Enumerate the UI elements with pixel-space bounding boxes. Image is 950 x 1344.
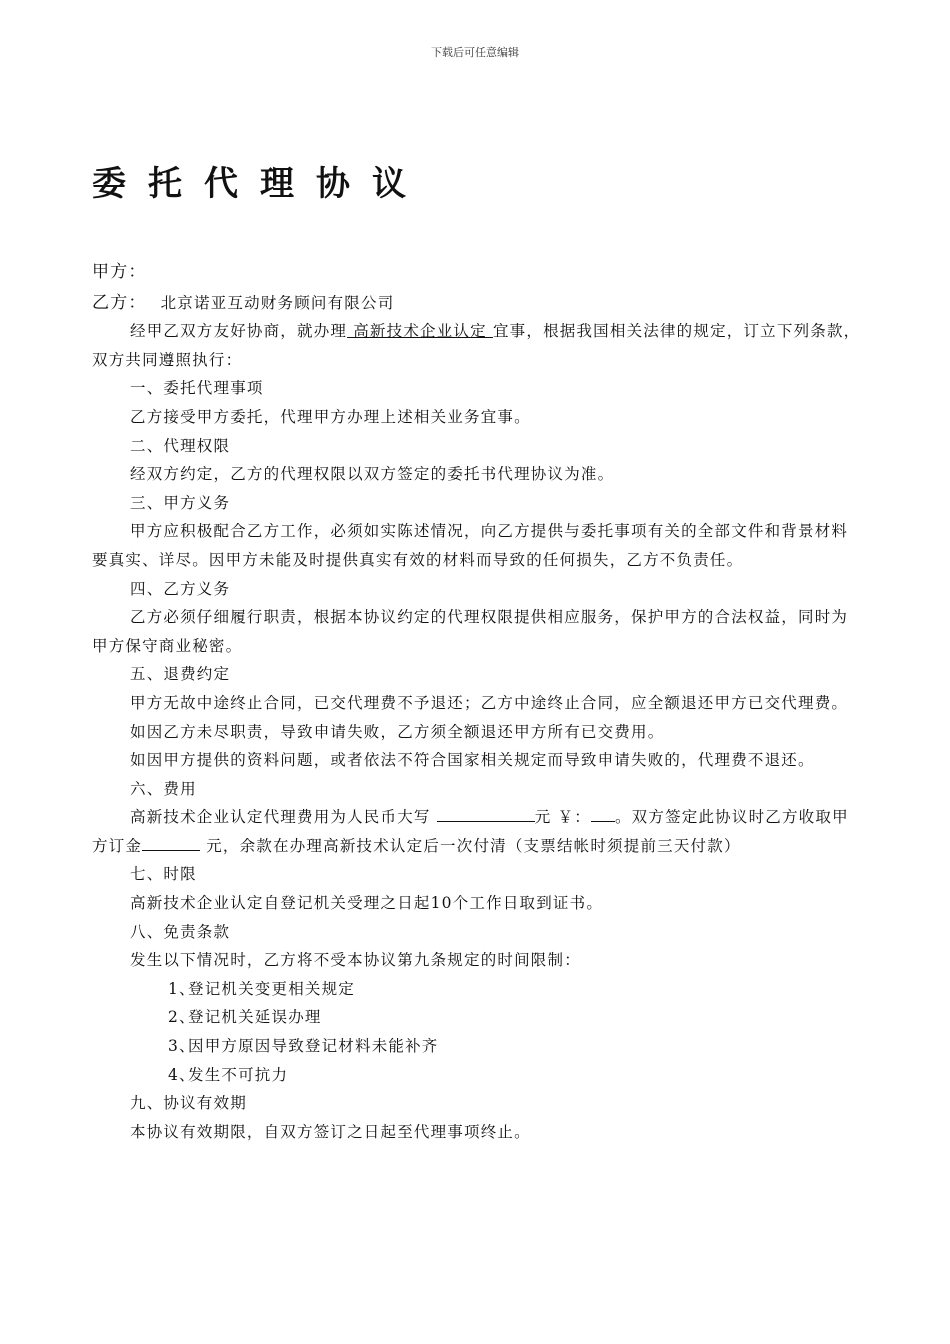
party-b-name: 北京诺亚互动财务顾问有限公司 [160,293,395,312]
list-item-number: 4、 [168,1065,196,1084]
section-3-title: 三、甲方义务 [130,493,231,512]
party-b-label: 乙方： [92,292,147,313]
section-9-title: 九、协议有效期 [130,1094,247,1113]
section-7-text: 高新技术企业认定自登记机关受理之日起10个工作日取到证书。 [130,894,604,913]
section-1-text: 乙方接受甲方委托，代理甲方办理上述相关业务宜事。 [130,407,531,426]
fee-text-1: 高新技术企业认定代理费用为人民币大写 [130,808,431,827]
section-9-text: 本协议有效期限，自双方签订之日起至代理事项终止。 [130,1122,531,1141]
list-item-number: 2、 [168,1008,196,1027]
section-3-text: 甲方应积极配合乙方工作，必须如实陈述情况，向乙方提供与委托事项有关的全部文件和背景材料要真实、详尽。因甲方未能及时提供真实有效的材料而导致的任何损失，乙方不负责任。 [92,522,849,569]
section-2-text: 经双方约定，乙方的代理权限以双方签定的委托书代理协议为准。 [130,465,615,484]
intro-underlined: 高新技术企业认定 [347,322,493,341]
section-5-title: 五、退费约定 [130,665,231,684]
party-b-line [92,289,862,318]
fee-number-blank [591,805,615,822]
fee-text-4: 元，余款在办理高新技术认定后一次付清（支票结帐时须提前三天付款） [200,836,741,855]
deposit-blank [142,834,200,851]
section-8-text: 发生以下情况时，乙方将不受本协议第九条规定的时间限制： [130,951,581,970]
fee-text-3: 。双方签定此协议时乙方收取甲方订金 [92,808,849,855]
intro-paragraph [92,317,862,374]
section-5-text-3: 如因甲方提供的资料问题，或者依法不符合国家相关规定而导致申请失败的，代理费不退还。 [130,751,815,770]
party-a-label: 甲方： [92,262,147,282]
section-2-title: 二、代理权限 [130,436,231,455]
intro-before: 经甲乙双方友好协商，就办理 [130,322,348,341]
list-item-text: 登记机关延误办理 [188,1008,322,1027]
page-header: 下载后可任意编辑 [431,46,519,59]
party-a-line [92,258,862,287]
fee-amount-blank [437,805,535,822]
section-8-title: 八、免责条款 [130,922,231,941]
list-item-text: 发生不可抗力 [188,1065,289,1084]
list-item-number: 3、 [168,1037,196,1056]
list-item [92,1032,862,1061]
list-item-text: 因甲方原因导致登记材料未能补齐 [188,1037,439,1056]
section-5-text-2: 如因乙方未尽职责，导致申请失败，乙方须全额退还甲方所有已交费用。 [130,722,665,741]
fee-text-2: 元 ￥： [534,808,591,827]
section-4-text: 乙方必须仔细履行职责，根据本协议约定的代理权限提供相应服务，保护甲方的合法权益，同时为甲方保守商业秘密。 [92,608,849,655]
list-item [92,1061,862,1090]
list-item-number: 1、 [168,979,196,998]
list-item [92,975,862,1004]
section-5-text-1: 甲方无故中途终止合同，已交代理费不予退还；乙方中途终止合同，应全额退还甲方已交代理费。 [130,693,849,712]
section-4-title: 四、乙方义务 [130,579,231,598]
document-body [92,258,862,1146]
list-item [92,1003,862,1032]
list-item-text: 登记机关变更相关规定 [188,979,356,998]
intro-after: 宜事，根据我国相关法律的规定，订立下列条款，双方共同遵照执行： [92,322,861,369]
document-title: 委托代理协议 [92,164,428,204]
section-1-title: 一、委托代理事项 [130,379,264,398]
section-6-title: 六、费用 [130,779,197,798]
section-6-text [92,803,862,860]
section-7-title: 七、时限 [130,865,197,884]
